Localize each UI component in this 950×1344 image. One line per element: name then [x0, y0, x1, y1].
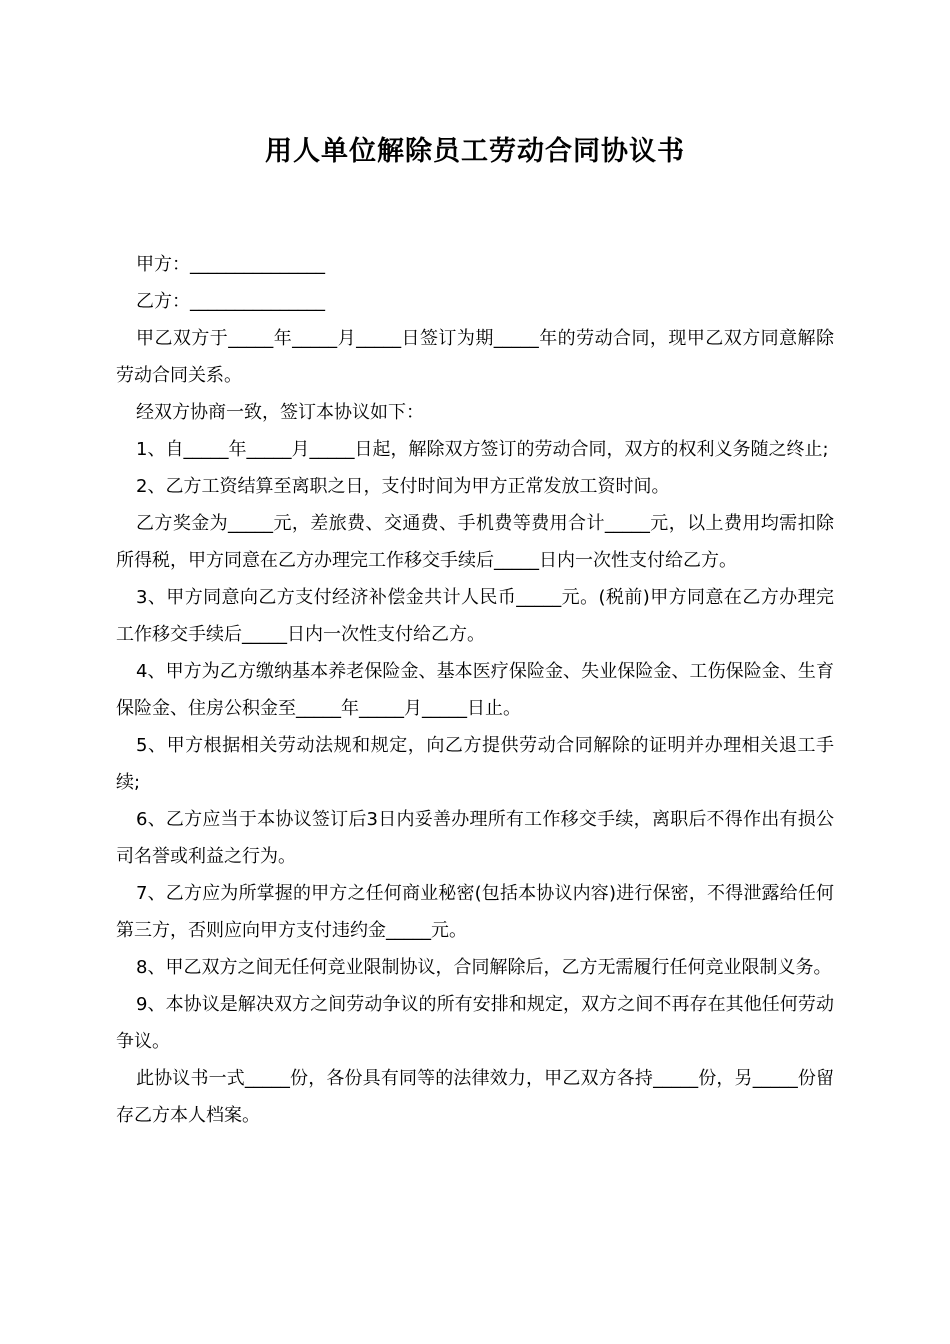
- clause-7: 7、乙方应为所掌握的甲方之任何商业秘密(包括本协议内容)进行保密，不得泄露给任何第三方，否则应向甲方支付违约金_____元。: [116, 883, 834, 941]
- party-b-line: 乙方：_______________: [136, 291, 325, 312]
- closing-paragraph: 此协议书一式_____份，各份具有同等的法律效力，甲乙双方各持_____份，另_____份留存乙方本人档案。: [116, 1068, 834, 1126]
- clause-2: 2、乙方工资结算至离职之日，支付时间为甲方正常发放工资时间。: [136, 476, 670, 497]
- document-title: 用人单位解除员工劳动合同协议书: [265, 136, 685, 167]
- clause-5: 5、甲方根据相关劳动法规和规定，向乙方提供劳动合同解除的证明并办理相关退工手续;: [116, 735, 834, 793]
- party-a-line: 甲方：_______________: [136, 254, 325, 275]
- clause-9: 9、本协议是解决双方之间劳动争议的所有安排和规定，双方之间不再存在其他任何劳动争议。: [116, 994, 834, 1052]
- clause-8: 8、甲乙双方之间无任何竞业限制协议，合同解除后，乙方无需履行任何竞业限制义务。: [136, 957, 832, 978]
- agreement-lead: 经双方协商一致，签订本协议如下：: [136, 402, 424, 423]
- document-body: [116, 246, 834, 1134]
- clause-2-bonus: 乙方奖金为_____元，差旅费、交通费、手机费等费用合计_____元，以上费用均需扣除所得税，甲方同意在乙方办理完工作移交手续后_____日内一次性支付给乙方。: [116, 513, 834, 571]
- intro-paragraph: 甲乙双方于_____年_____月_____日签订为期_____年的劳动合同，现甲乙双方同意解除劳动合同关系。: [116, 328, 834, 386]
- clause-6: 6、乙方应当于本协议签订后3日内妥善办理所有工作移交手续，离职后不得作出有损公司名誉或利益之行为。: [116, 809, 834, 867]
- clause-3: 3、甲方同意向乙方支付经济补偿金共计人民币_____元。(税前)甲方同意在乙方办理完工作移交手续后_____日内一次性支付给乙方。: [116, 587, 834, 645]
- clause-4: 4、甲方为乙方缴纳基本养老保险金、基本医疗保险金、失业保险金、工伤保险金、生育保险金、住房公积金至_____年_____月_____日止。: [116, 661, 834, 719]
- clause-1: 1、自_____年_____月_____日起，解除双方签订的劳动合同，双方的权利义务随之终止;: [136, 439, 829, 460]
